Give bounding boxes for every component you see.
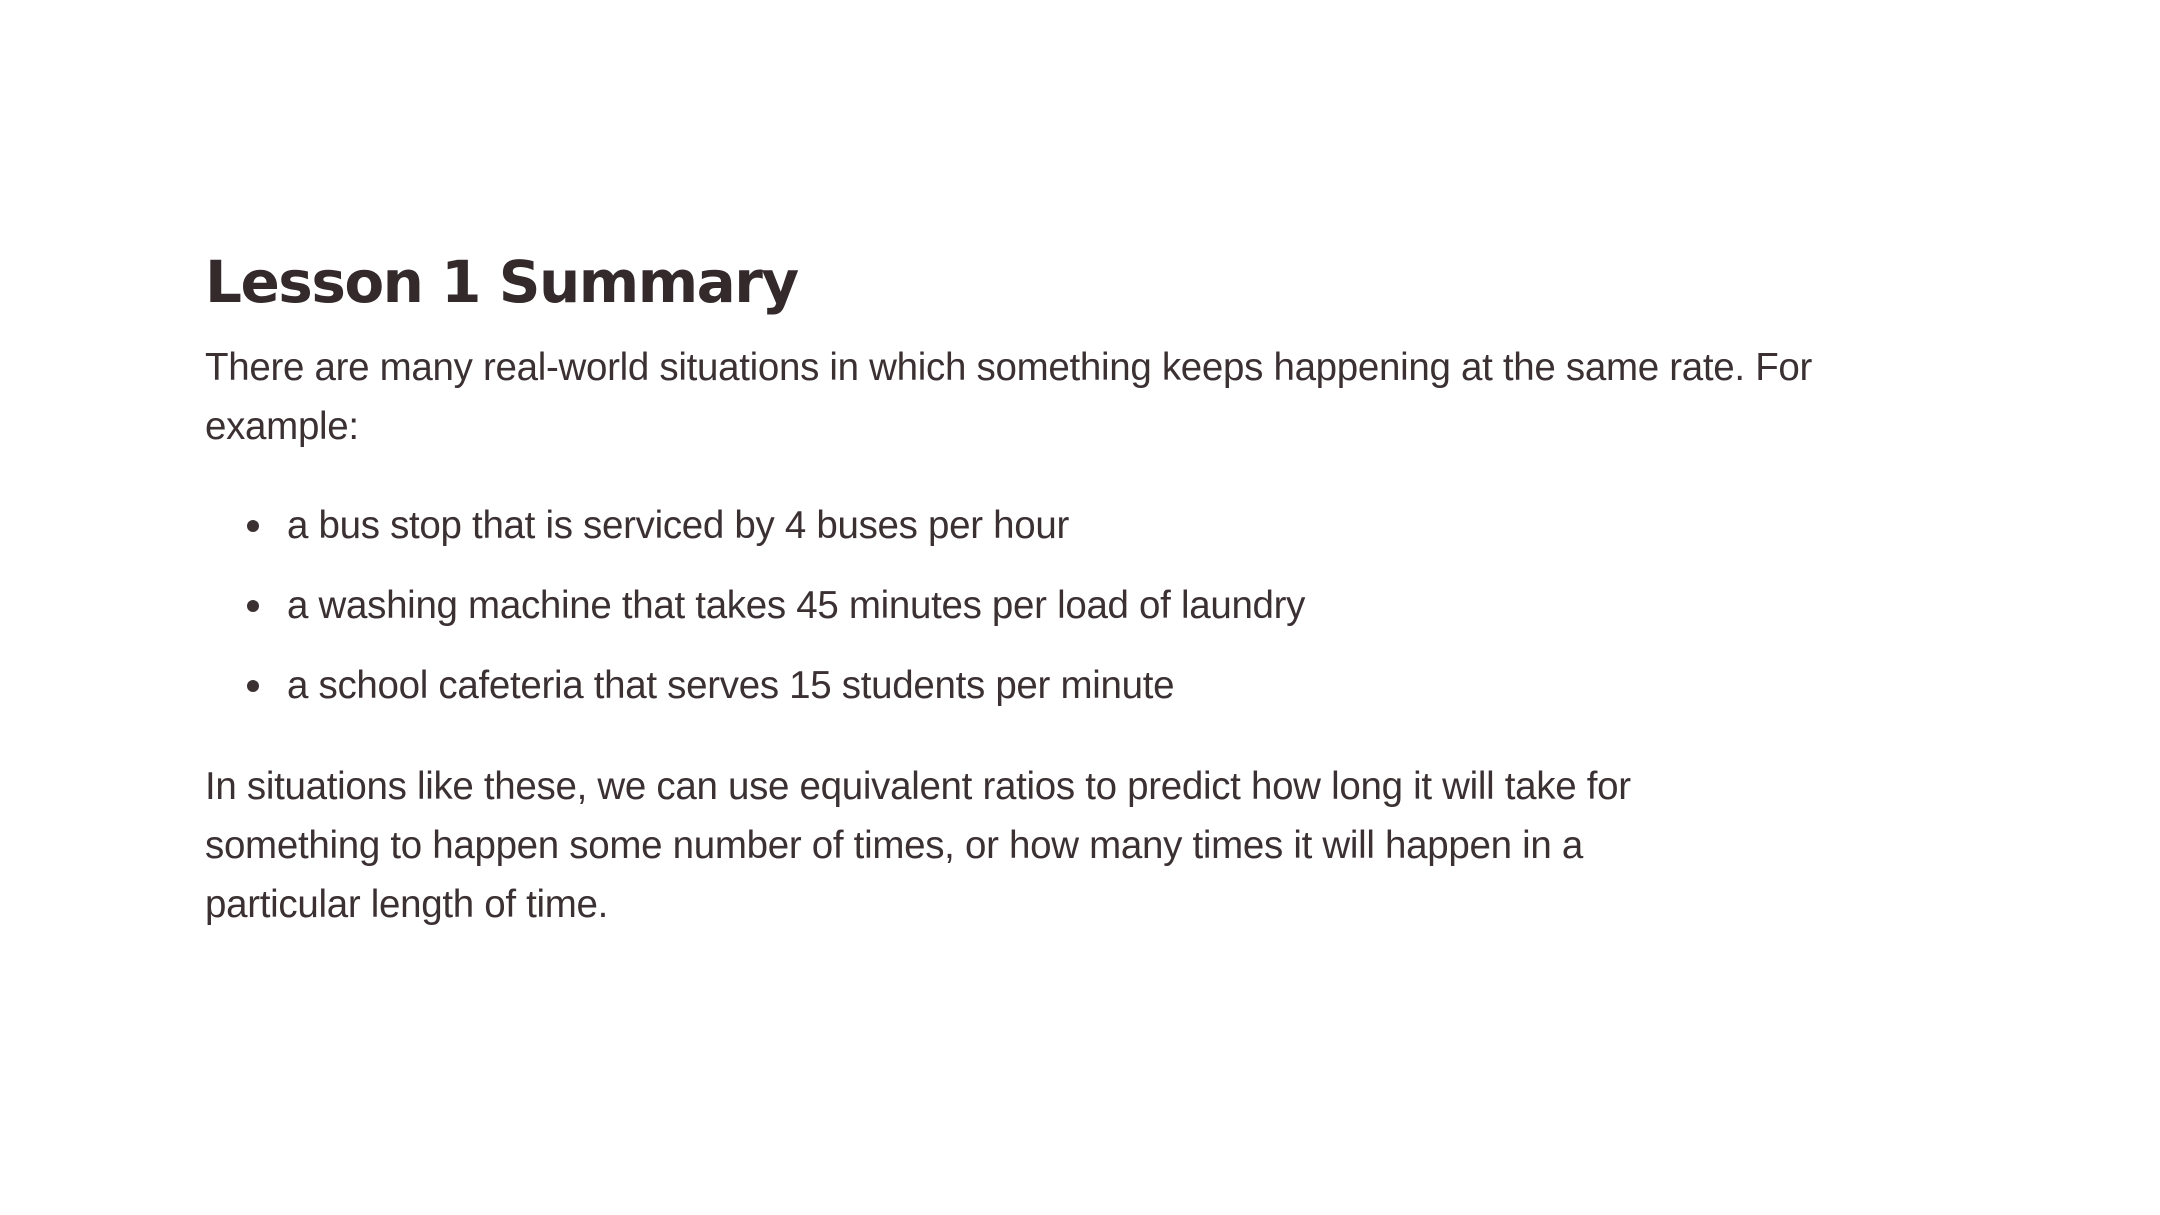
page-title: Lesson 1 Summary — [205, 248, 798, 316]
lesson-summary — [205, 240, 1905, 934]
list-item — [205, 496, 1905, 555]
list-item-text: a washing machine that takes 45 minutes per load of laundry — [287, 584, 1306, 627]
bullet-dot-icon — [247, 680, 259, 692]
bullet-dot-icon — [247, 520, 259, 532]
bullet-dot-icon — [247, 600, 259, 612]
list-item — [205, 576, 1905, 635]
examples-list — [205, 496, 1905, 715]
closing-paragraph: In situations like these, we can use equivalent ratios to predict how long it will take for something to happen some number of times, or how many times it will happen in a particular length of time. — [205, 765, 1631, 926]
list-item-text: a school cafeteria that serves 15 students per minute — [287, 664, 1175, 707]
list-item — [205, 656, 1905, 715]
list-item-text: a bus stop that is serviced by 4 buses per hour — [287, 504, 1070, 547]
intro-paragraph: There are many real-world situations in which something keeps happening at the same rate. For example: — [205, 346, 1813, 448]
